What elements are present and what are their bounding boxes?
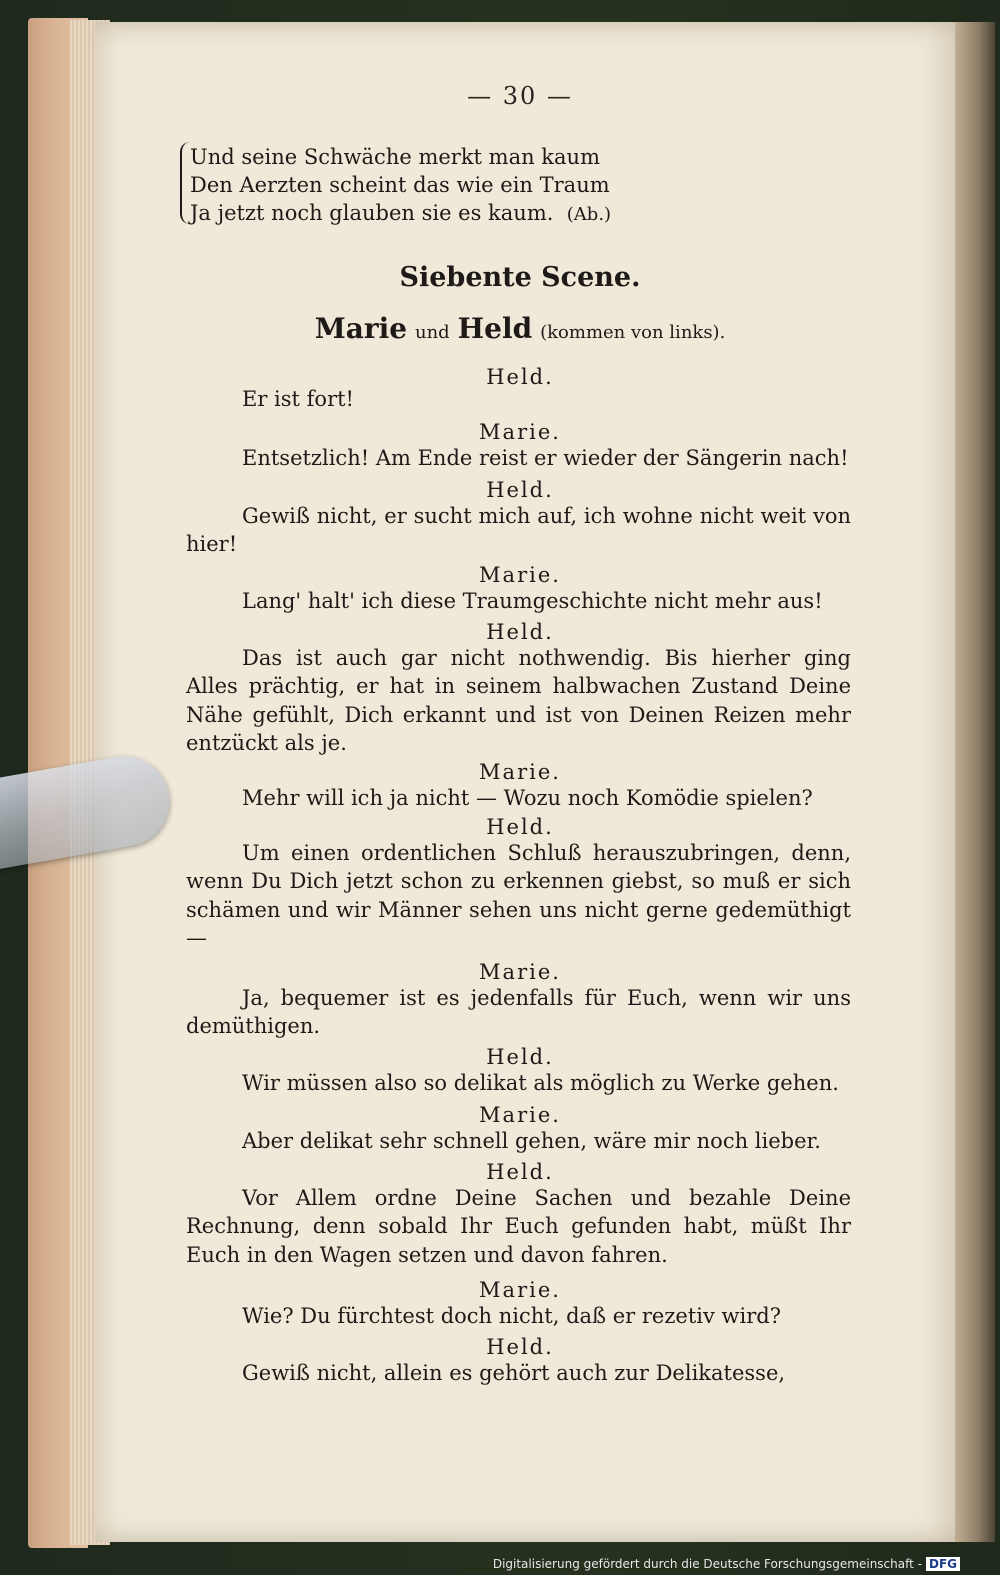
speaker-name: Marie.: [479, 1278, 561, 1302]
dialogue-text: Lang' halt' ich diese Traumgeschichte nicht mehr aus!: [242, 589, 823, 613]
speaker-name: Marie.: [479, 1103, 561, 1127]
dialogue-text: Entsetzlich! Am Ende reist er wieder der Sängerin nach!: [242, 446, 849, 470]
dialogue-text: Gewiß nicht, allein es gehört auch zur Delikatesse,: [242, 1361, 786, 1385]
speaker-name: Marie.: [479, 420, 561, 444]
verse-line: Und seine Schwäche merkt man kaum: [190, 145, 600, 169]
cast-name: Held: [457, 312, 533, 345]
dfg-logo: DFG: [926, 1557, 960, 1571]
speaker-name: Marie.: [479, 760, 561, 784]
dialogue-text: Ja, bequemer ist es jedenfalls für Euch, wenn wir uns demüthigen.: [186, 986, 851, 1039]
dialogue-text: Vor Allem ordne Deine Sachen und bezahle Deine Rechnung, denn sobald Ihr Euch gefunden habt, müßt Ihr Euch in den Wagen setzen und davon fahren.: [186, 1186, 851, 1267]
dialogue-text: Gewiß nicht, er sucht mich auf, ich wohne nicht weit von hier!: [186, 504, 851, 557]
cast-name: Marie: [314, 312, 408, 345]
scene-title: Siebente Scene.: [399, 262, 641, 293]
stage-direction: (Ab.): [566, 204, 612, 225]
dialogue-text: Wir müssen also so delikat als möglich zu Werke gehen.: [242, 1071, 839, 1095]
dialogue-text: Das ist auch gar nicht nothwendig. Bis hierher ging Alles prächtig, er hat in seinem halbwachen Zustand Deine Nähe gefühlt, Dich erkannt und ist von Deinen Reizen mehr entzückt als je.: [186, 646, 851, 756]
speaker-name: Marie.: [479, 563, 561, 587]
speaker-name: Held.: [486, 620, 554, 644]
speaker-name: Held.: [486, 365, 554, 389]
verse-line: Den Aerzten scheint das wie ein Traum: [190, 173, 610, 197]
dialogue-text: Aber delikat sehr schnell gehen, wäre mir noch lieber.: [242, 1129, 821, 1153]
speaker-name: Held.: [486, 1335, 554, 1359]
verse-line-last: Ja jetzt noch glauben sie es kaum. (Ab.): [190, 201, 612, 225]
dialogue-text: Um einen ordentlichen Schluß herauszubringen, denn, wenn Du Dich jetzt schon zu erkennen giebst, so muß er sich schämen und wir Männer sehen uns nicht gerne gedemüthigt —: [186, 841, 851, 951]
cast-line: [0, 312, 1000, 345]
speaker-name: Held.: [486, 1045, 554, 1069]
speaker-name: Marie.: [479, 960, 561, 984]
digitization-credit: Digitalisierung gefördert durch die Deutsche Forschungsgemeinschaft - DFG: [493, 1557, 960, 1571]
dialogue-text: Wie? Du fürchtest doch nicht, daß er rezetiv wird?: [242, 1304, 781, 1328]
dialogue-text: Er ist fort!: [242, 387, 354, 411]
cast-conjunction: und: [415, 322, 450, 343]
dialogue-text: Mehr will ich ja nicht — Wozu noch Komödie spielen?: [242, 786, 813, 810]
speaker-name: Held.: [486, 815, 554, 839]
page-number: — 30 —: [467, 82, 573, 110]
speaker-name: Held.: [486, 478, 554, 502]
cast-direction: (kommen von links).: [540, 322, 726, 343]
speaker-name: Held.: [486, 1160, 554, 1184]
